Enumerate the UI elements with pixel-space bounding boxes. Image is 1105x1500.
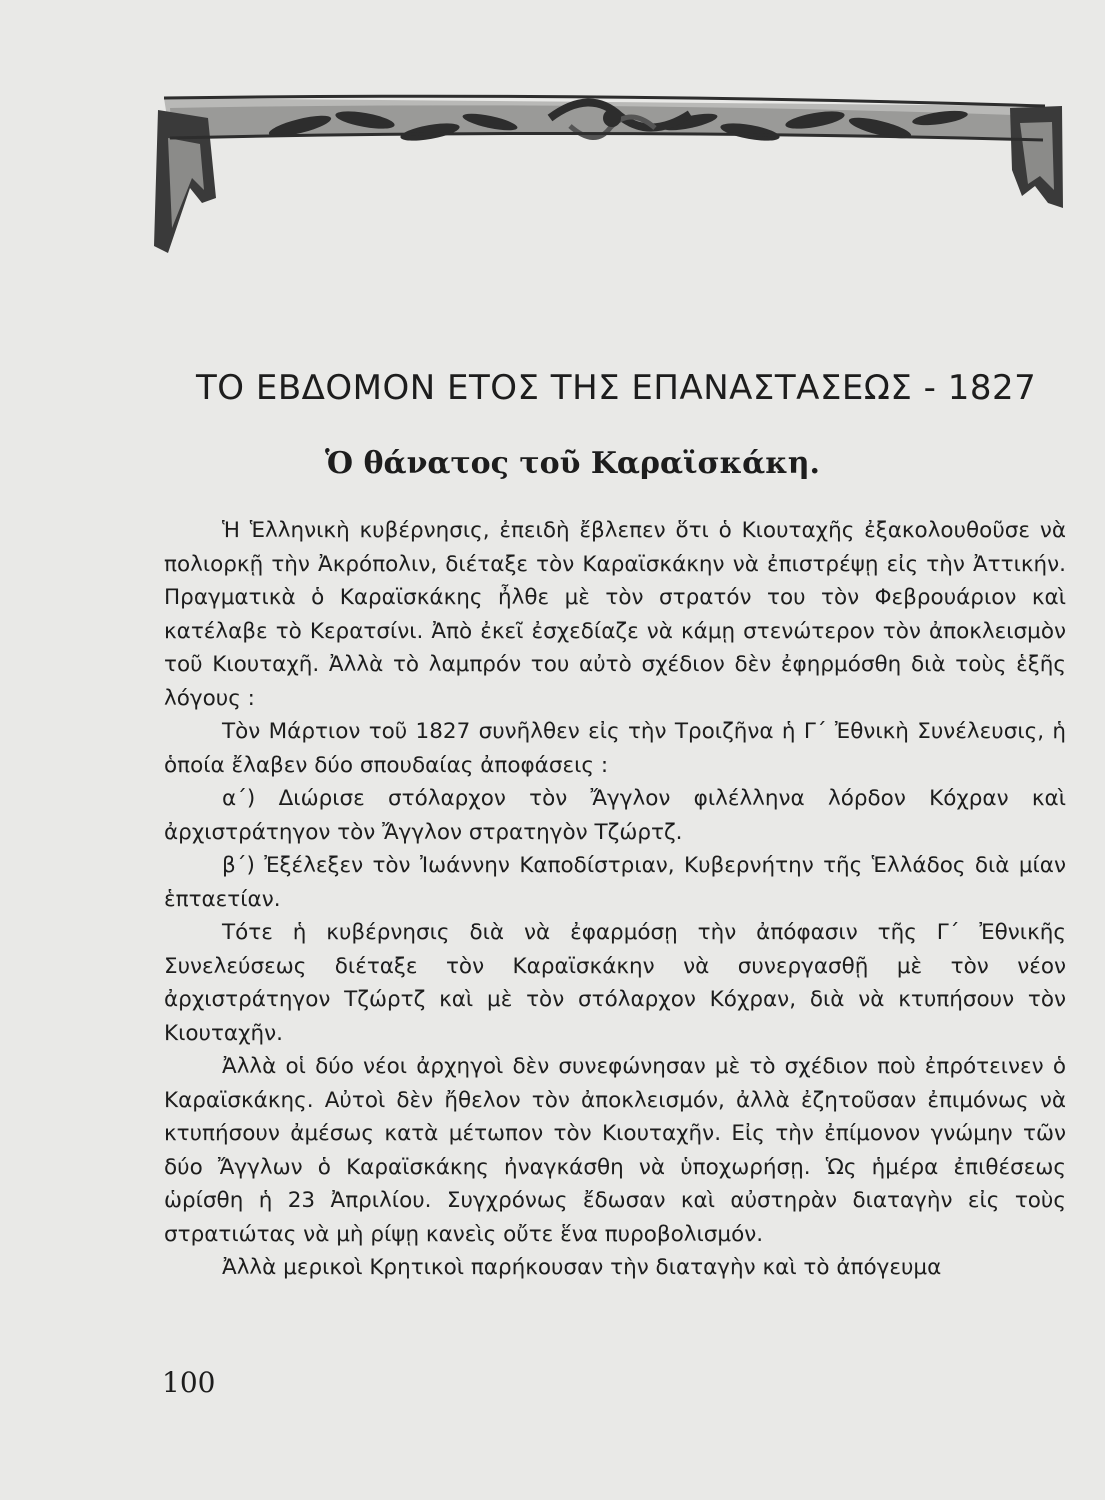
body-text (164, 514, 1066, 1285)
chapter-title: ΤΟ ΕΒΔΟΜΟΝ ΕΤΟΣ ΤΗΣ ΕΠΑΝΑΣΤΑΣΕΩΣ - 1827 (196, 368, 1037, 408)
paragraph: Τότε ἡ κυβέρνησις διὰ νὰ ἐφαρμόσῃ τὴν ἀπόφασιν τῆς Γ΄ Ἐθνικῆς Συνελεύσεως διέταξε τὸν Καραϊσκάκην νὰ συνεργασθῇ μὲ τὸν νέον ἀρχιστράτηγον Τζώρτζ καὶ μὲ τὸν στόλαρχον Κόχραν, διὰ νὰ κτυπήσουν τὸν Κιουταχῆν. (164, 920, 1066, 1046)
paragraph: Ἀλλὰ οἱ δύο νέοι ἀρχηγοὶ δὲν συνεφώνησαν μὲ τὸ σχέδιον ποὺ ἐπρότεινεν ὁ Καραϊσκάκης. Αὐτοὶ δὲν ἤθελον τὸν ἀποκλεισμόν, ἀλλὰ ἐζητοῦσαν ἐπιμόνως νὰ κτυπήσουν ἀμέσως κατὰ μέτωπον τὸν Κιουταχῆν. Εἰς τὴν ἐπίμονον γνώμην τῶν δύο Ἄγγλων ὁ Καραϊσκάκης ἠναγκάσθη νὰ ὑποχωρήσῃ. Ὡς ἡμέρα ἐπιθέσεως ὡρίσθη ἡ 23 Ἀπριλίου. Συγχρόνως ἔδωσαν καὶ αὐστηρὰν διαταγὴν εἰς τοὺς στρατιώτας νὰ μὴ ρίψῃ κανεὶς οὔτε ἕνα πυροβολισμόν. (164, 1054, 1066, 1247)
section-title: Ὁ θάνατος τοῦ Καραϊσκάκη. (325, 446, 820, 481)
paragraph: α΄) Διώρισε στόλαρχον τὸν Ἄγγλον φιλέλληνα λόρδον Κόχραν καὶ ἀρχιστράτηγον τὸν Ἄγγλον στρατηγὸν Τζώρτζ. (164, 786, 1066, 845)
ribbon-laurel-banner-icon (150, 78, 1065, 263)
paragraph: Ἀλλὰ μερικοὶ Κρητικοὶ παρήκουσαν τὴν διαταγὴν καὶ τὸ ἀπόγευμα (222, 1255, 942, 1280)
page-number: 100 (162, 1366, 216, 1399)
paragraph: Ἡ Ἑλληνικὴ κυβέρνησις, ἐπειδὴ ἔβλεπεν ὅτι ὁ Κιουταχῆς ἐξακολουθοῦσε νὰ πολιορκῇ τὴν Ἀκρόπολιν, διέταξε τὸν Καραϊσκάκην νὰ ἐπιστρέψῃ εἰς τὴν Ἀττικήν. Πραγματικὰ ὁ Καραϊσκάκης ἦλθε μὲ τὸν στρατόν του τὸν Φεβρουάριον καὶ κατέλαβε τὸ Κερατσίνι. Ἀπὸ ἐκεῖ ἐσχεδίαζε νὰ κάμῃ στενώτερον τὸν ἀποκλεισμὸν τοῦ Κιουταχῆ. Ἀλλὰ τὸ λαμπρόν του αὐτὸ σχέδιον δὲν ἐφηρμόσθη διὰ τοὺς ἑξῆς λόγους : (164, 518, 1066, 711)
paragraph: Τὸν Μάρτιον τοῦ 1827 συνῆλθεν εἰς τὴν Τροιζῆνα ἡ Γ΄ Ἐθνικὴ Συνέλευσις, ἡ ὁποία ἔλαβεν δύο σπουδαίας ἀποφάσεις : (164, 719, 1066, 778)
paragraph: β΄) Ἐξέλεξεν τὸν Ἰωάννην Καποδίστριαν, Κυβερνήτην τῆς Ἑλλάδος διὰ μίαν ἑπταετίαν. (164, 853, 1066, 912)
